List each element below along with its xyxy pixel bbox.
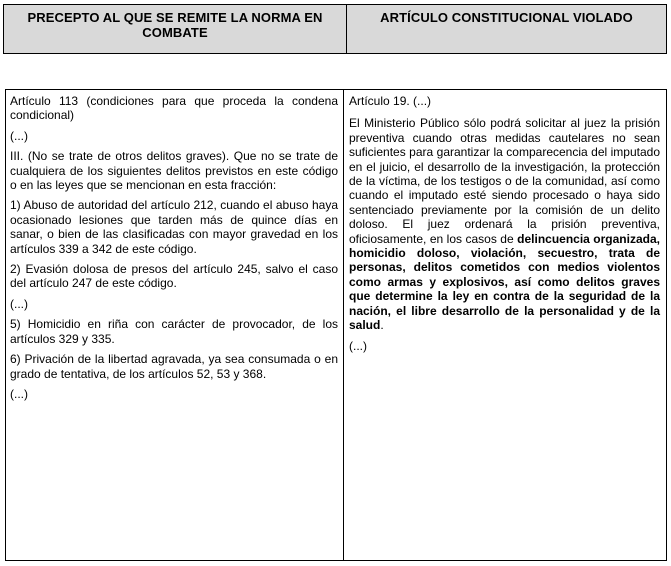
right-column (344, 90, 667, 561)
right-paragraph-2-plain: El Ministerio Público sólo podrá solicitar al juez la prisión preventiva cuando otras medidas cautelares no sean suficientes para garantizar la comparecencia del imputado en el juicio, el desarrollo de la investigación, la protección de la víctima, de los testigos o de la comunidad, así como cuando el imputado esté siendo procesado o haya sido sentenciado previamente por la comisión de un delito doloso. El juez ordenará la prisión preventiva, oficiosamente, en los casos de (349, 116, 660, 246)
left-paragraph-7: 5) Homicidio en riña con carácter de provocador, de los artículos 329 y 335. (10, 317, 338, 346)
content-table (5, 89, 667, 561)
left-paragraph-1: Artículo 113 (condiciones para que proceda la condena condicional) (10, 94, 338, 123)
right-paragraph-2 (349, 116, 660, 332)
header-left-title: PRECEPTO AL QUE SE REMITE LA NORMA EN COMBATE (27, 10, 323, 40)
header-right-cell (347, 5, 667, 54)
left-paragraph-4: 1) Abuso de autoridad del artículo 212, cuando el abuso haya ocasionado lesiones que tarden más de quince días en sanar, o bien de las clasificadas con mayor gravedad en los artículos 339 a 342 de este código. (10, 198, 338, 256)
header-row (4, 5, 667, 54)
left-paragraph-3: III. (No se trate de otros delitos graves). Que no se trate de cualquiera de los siguientes delitos previstos en este código o en las leyes que se mencionan en esta fracción: (10, 149, 338, 193)
header-left-cell (4, 5, 347, 54)
right-paragraph-2-bold: delincuencia organizada, homicidio doloso, violación, secuestro, trata de personas, delitos cometidos con medios violentos como armas y explosivos, así como delitos graves que determine la ley en contra de la seguridad de la nación, el libre desarrollo de la personalidad y de la salud (349, 231, 660, 333)
left-paragraph-9: (...) (10, 386, 28, 401)
header-right-title: ARTÍCULO CONSTITUCIONAL VIOLADO (380, 10, 633, 25)
left-paragraph-2: (...) (10, 128, 28, 143)
right-paragraph-2-end: . (380, 318, 384, 333)
content-row (6, 90, 667, 561)
left-paragraph-6: (...) (10, 296, 28, 311)
left-column (6, 90, 344, 561)
header-table (3, 4, 667, 54)
left-paragraph-8: 6) Privación de la libertad agravada, ya sea consumada o en grado de tentativa, de los artículos 52, 53 y 368. (10, 352, 338, 381)
right-paragraph-3: (...) (349, 338, 367, 353)
left-paragraph-5: 2) Evasión dolosa de presos del artículo 245, salvo el caso del artículo 247 de este código. (10, 262, 338, 291)
right-paragraph-1: Artículo 19. (...) (349, 94, 432, 108)
